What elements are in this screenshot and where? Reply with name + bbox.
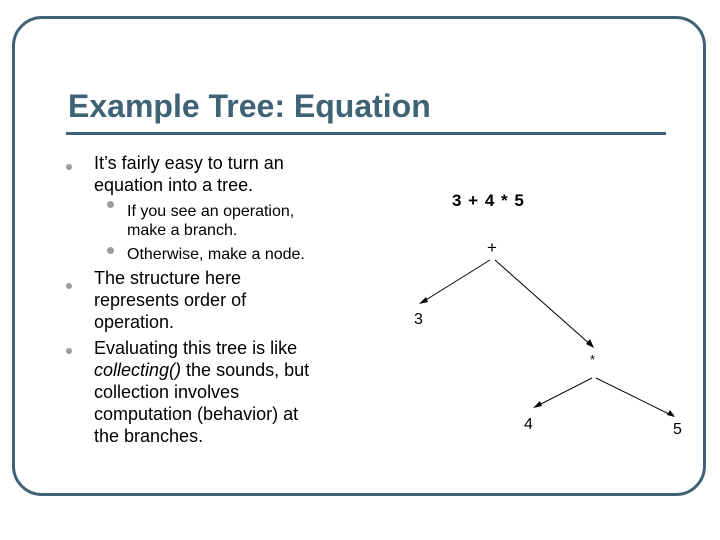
bullet-3-line-3: collection involves: [94, 382, 240, 402]
bullet-3-line-5: the branches.: [94, 426, 204, 446]
slide-title: Example Tree: Equation: [68, 88, 431, 124]
arrow-head-4: [533, 401, 542, 408]
node-4: 4: [524, 416, 533, 433]
edge-plus-to-star: [495, 260, 592, 346]
bullet-3-line-4: computation (behavior) at: [94, 404, 299, 424]
bullet-1-line-1: It’s fairly easy to turn an: [94, 153, 284, 173]
sub-bullet-2-line-1: Otherwise, make a node.: [127, 246, 305, 263]
bullet-2-line-2: represents order of: [94, 290, 247, 310]
node-plus: +: [487, 238, 497, 257]
arrow-head-star: [586, 339, 594, 348]
edge-star-to-4: [535, 378, 592, 407]
equation-label: 3 + 4 * 5: [452, 191, 525, 210]
bullet-2-line-3: operation.: [94, 312, 175, 332]
node-3: 3: [414, 311, 423, 328]
edge-plus-to-3: [421, 260, 490, 303]
bullet-1-line-2: equation into a tree.: [94, 175, 254, 195]
edge-star-to-5: [596, 378, 673, 416]
node-star: *: [590, 352, 596, 367]
arrow-head-3: [419, 297, 428, 304]
node-5: 5: [673, 421, 682, 438]
arrow-head-5: [667, 410, 675, 417]
sub-bullet-1-line-1: If you see an operation,: [127, 203, 295, 220]
bullet-3-italic-term: collecting(): [94, 360, 182, 380]
sub-bullet-1-line-2: make a branch.: [127, 222, 238, 239]
bullet-3-line-2-rest: the sounds, but: [186, 360, 310, 380]
bullet-3-line-1: Evaluating this tree is like: [94, 338, 298, 358]
bullet-2-line-1: The structure here: [94, 268, 242, 288]
